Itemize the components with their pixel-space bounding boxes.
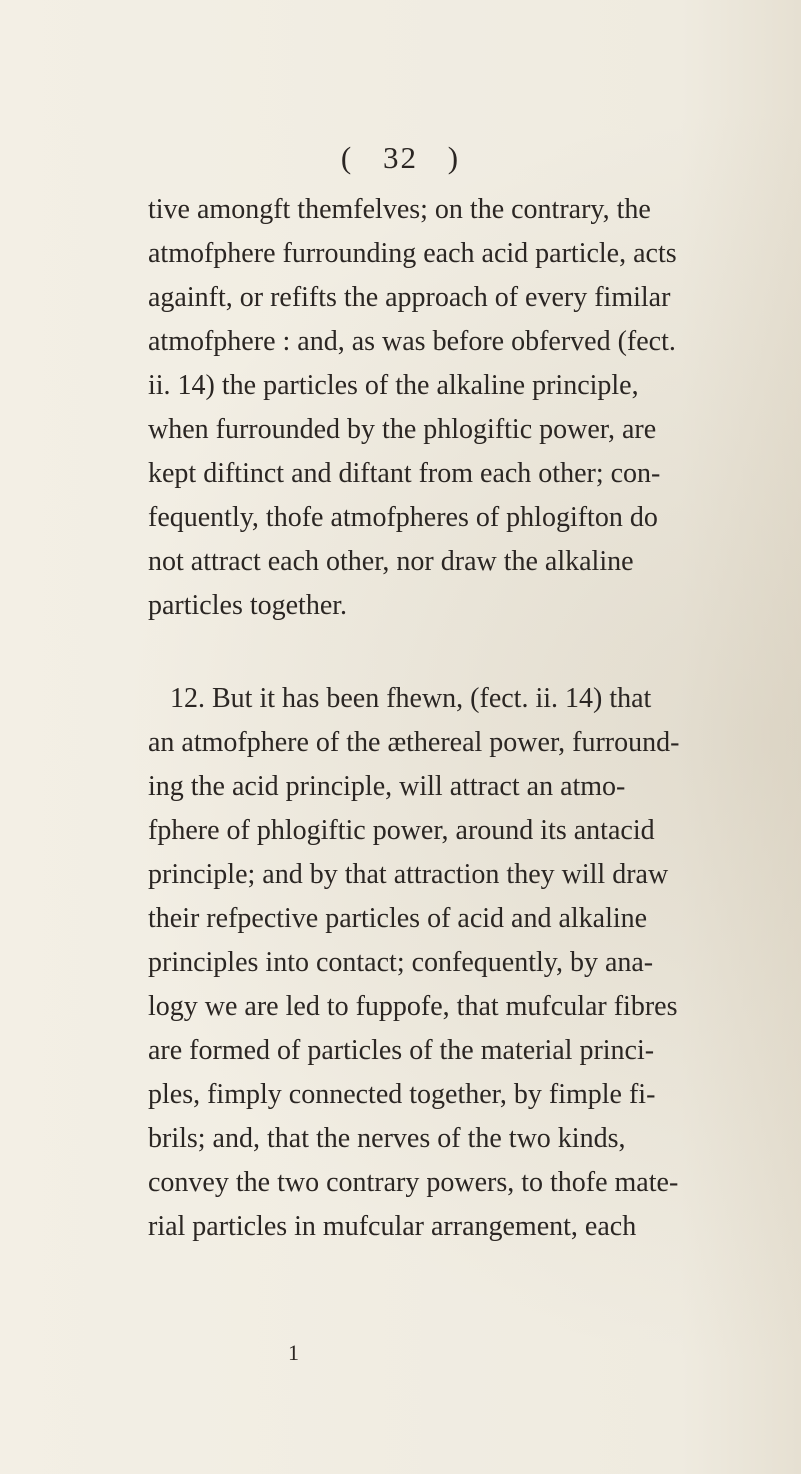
- text-line: ii. 14) the particles of the alkaline principle,: [148, 370, 639, 401]
- text-line: are formed of particles of the material princi-: [148, 1035, 655, 1066]
- body-text: [148, 191, 798, 1252]
- text-line: atmofphere : and, as was before obferved (fect.: [148, 326, 676, 357]
- text-line: principles into contact; confequently, by ana-: [148, 947, 654, 978]
- text-line: fequently, thofe atmofpheres of phlogifton do: [148, 502, 658, 533]
- text-line: rial particles in mufcular arrangement, each: [148, 1211, 637, 1242]
- text-line: fphere of phlogiftic power, around its antacid: [148, 815, 655, 846]
- text-line: their refpective particles of acid and alkaline: [148, 903, 648, 934]
- text-line: kept diftinct and diftant from each other; con-: [148, 458, 661, 489]
- text-line: tive amongft themfelves; on the contrary, the: [148, 194, 651, 225]
- text-line: atmofphere furrounding each acid particle, acts: [148, 238, 677, 269]
- paragraph-12: [148, 680, 798, 1246]
- paragraph-gap: [148, 631, 798, 680]
- text-line: 12. But it has been fhewn, (fect. ii. 14) that: [170, 683, 652, 714]
- text-line: convey the two contrary powers, to thofe mate-: [148, 1167, 679, 1198]
- page-number: 32: [383, 140, 418, 175]
- text-line: an atmofphere of the æthereal power, furround-: [148, 727, 680, 758]
- text-line: againft, or refifts the approach of every fimilar: [148, 282, 671, 313]
- text-line: ples, fimply connected together, by fimple fi-: [148, 1079, 656, 1110]
- text-line: particles together.: [148, 590, 348, 621]
- header-open-paren: (: [340, 140, 354, 175]
- text-line: when furrounded by the phlogiftic power, are: [148, 414, 657, 445]
- page-header: [0, 140, 801, 176]
- paragraph-continuation: [148, 191, 798, 625]
- text-line: principle; and by that attraction they will draw: [148, 859, 669, 890]
- signature-mark: 1: [288, 1340, 299, 1365]
- text-line: not attract each other, nor draw the alkaline: [148, 546, 634, 577]
- text-line: brils; and, that the nerves of the two kinds,: [148, 1123, 626, 1154]
- header-close-paren: ): [447, 140, 461, 175]
- text-line: logy we are led to fuppofe, that mufcular fibres: [148, 991, 678, 1022]
- text-line: ing the acid principle, will attract an atmo-: [148, 771, 626, 802]
